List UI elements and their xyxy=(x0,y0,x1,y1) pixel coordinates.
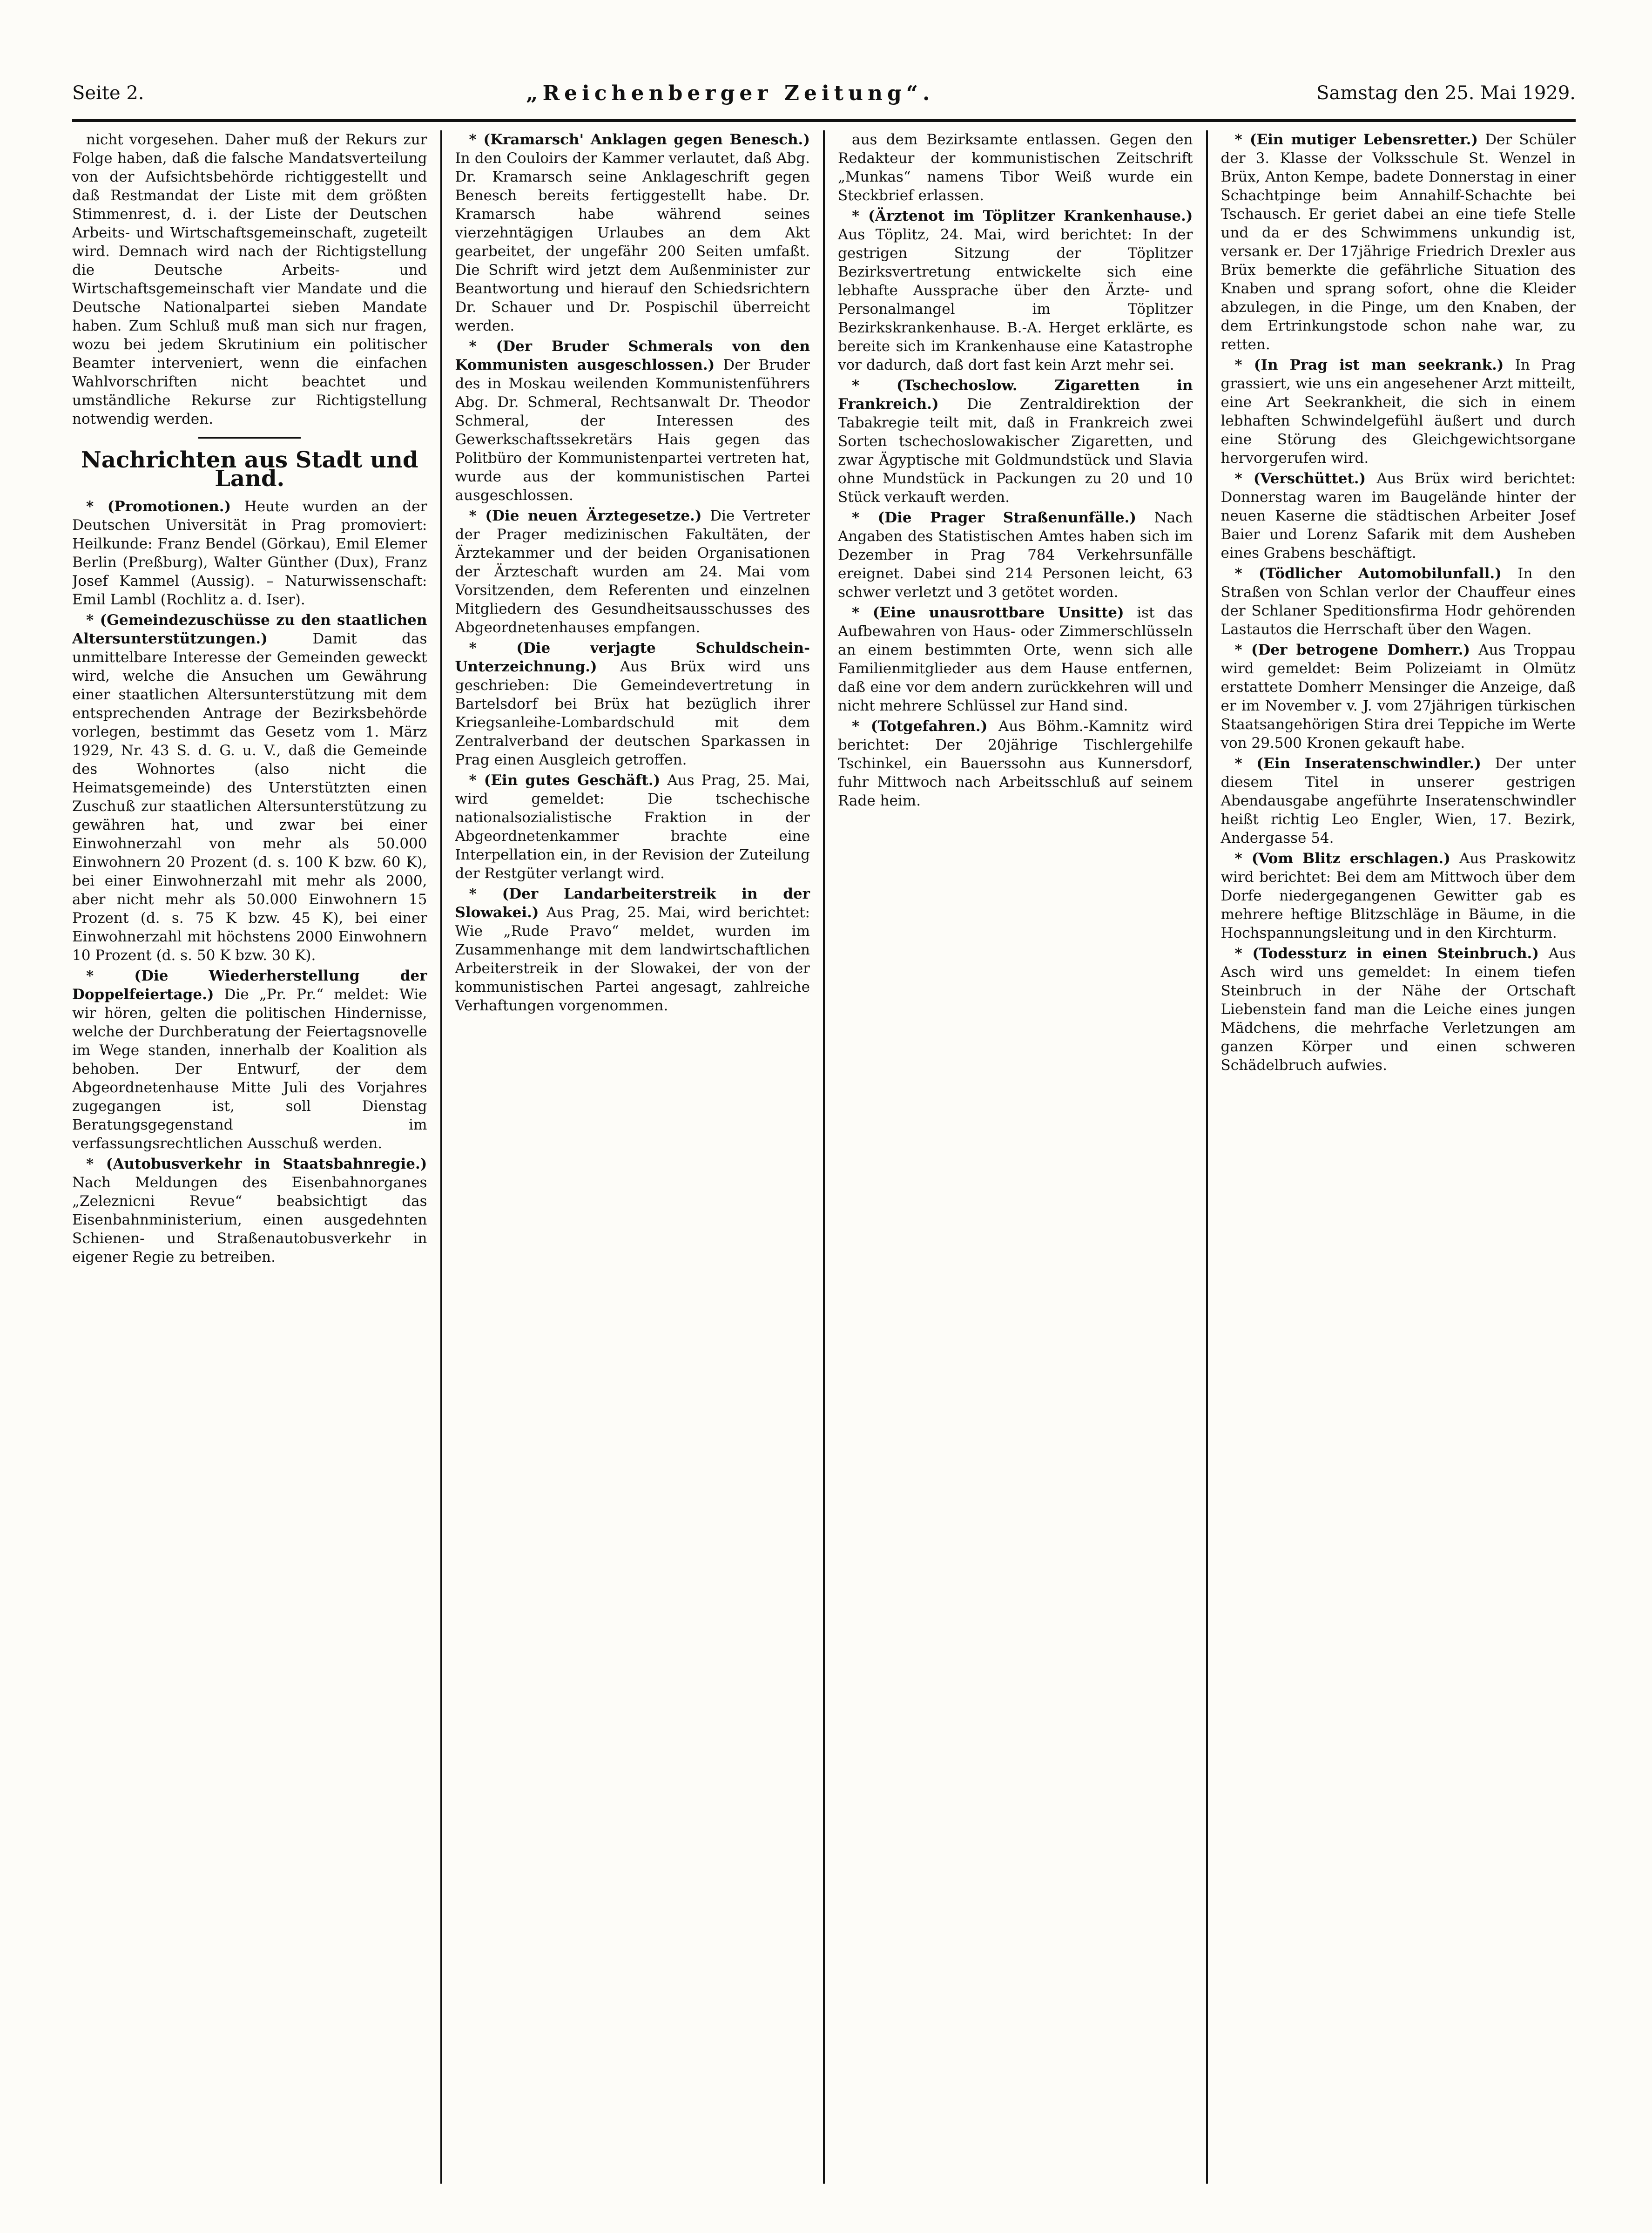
article-headline: (Die verjagte Schuldschein-Unterzeichnung.) xyxy=(455,640,810,675)
article-headline: (Die neuen Ärztegesetze.) xyxy=(485,508,702,524)
article-text: In Prag grassiert, wie uns ein angesehener Arzt mitteilt, eine Art Seekrankheit, die sich in einem lebhaften Schwindelgefühl äußert und durch eine Störung des Gleichgewichtsorgane hervorgerufen wird. xyxy=(1220,357,1576,467)
article-headline: (Der Landarbeiterstreik in der Slowakei.) xyxy=(455,886,810,921)
article-headline: (Verschüttet.) xyxy=(1253,470,1366,487)
article-star: * xyxy=(86,1156,106,1172)
article-paragraph xyxy=(838,130,1193,205)
article-paragraph xyxy=(455,639,810,769)
article-text: Aus Praskowitz wird berichtet: Bei dem am Mittwoch über dem Dorfe niedergegangenen Gewitter gab es mehrere heftige Blitzschläge in Bäume, in die Hochspannungsleitung und in den Kirchturm. xyxy=(1220,850,1576,941)
article-star: * xyxy=(852,377,897,394)
article-star: * xyxy=(469,640,517,656)
article-text: Heute wurden an der Deutschen Universität in Prag promoviert: Heilkunde: Franz Bendel (Görkau), Emil Elemer Berlin (Preßburg), Walter Günther (Dux), Franz Josef Kammel (Aussig). – Naturwissenschaft: Emil Lambl (Rochlitz a. d. Iser). xyxy=(72,498,427,608)
article-star: * xyxy=(1234,131,1250,148)
article-text: Aus Brüx wird uns geschrieben: Die Gemeindevertretung in Bartelsdorf bei Brüx hat bezüglich ihrer Kriegsanleihe-Lombardschuld mit dem Zentralverband der deutschen Sparkassen in Prag einen Ausgleich getroffen. xyxy=(455,658,810,768)
header-rule xyxy=(72,119,1576,122)
article-headline: (Ein gutes Geschäft.) xyxy=(484,772,661,789)
article-headline: (Ein Inseratenschwindler.) xyxy=(1256,755,1481,772)
article-star: * xyxy=(1234,470,1254,487)
article-headline: (Der betrogene Domherr.) xyxy=(1251,642,1470,658)
article-star: * xyxy=(469,886,502,902)
article-star: * xyxy=(469,338,496,355)
article-star: * xyxy=(1234,565,1259,582)
article-headline: (Die Prager Straßenunfälle.) xyxy=(877,509,1137,526)
article-headline: (Tschechoslow. Zigaretten in Frankreich.) xyxy=(838,377,1193,413)
article-star: * xyxy=(1234,850,1252,867)
newspaper-page xyxy=(72,74,1576,2188)
article-star: * xyxy=(469,131,484,148)
article-text: Nach Meldungen des Eisenbahnorganes „Zeleznicni Revue“ beabsichtigt das Eisenbahnministerium, einen ausgedehnten Schienen- und Straßenautobusverkehr in eigener Regie zu betreiben. xyxy=(72,1174,427,1265)
article-star: * xyxy=(469,508,485,524)
masthead xyxy=(72,74,1576,112)
article-paragraph xyxy=(1221,469,1576,562)
article-paragraph xyxy=(455,507,810,637)
article-text: Aus Prag, 25. Mai, wird berichtet: Wie „Rude Pravo“ meldet, wurden im Zusammenhange mit dem landwirtschaftlichen Arbeiterstreik in der Slowakei, der von der kommunistischen Partei angesagt, zahlreiche Verhaftungen vorgenommen. xyxy=(455,904,810,1014)
article-star: * xyxy=(86,612,100,629)
column-4 xyxy=(1206,130,1576,2184)
article-paragraph xyxy=(72,497,427,609)
article-paragraph xyxy=(72,130,427,428)
column-2 xyxy=(440,130,823,2184)
article-paragraph xyxy=(72,1155,427,1266)
article-paragraph xyxy=(455,337,810,505)
article-headline: (Autobusverkehr in Staatsbahnregie.) xyxy=(106,1156,427,1172)
column-1 xyxy=(72,130,440,2184)
article-paragraph xyxy=(1221,130,1576,354)
article-paragraph xyxy=(838,717,1193,810)
article-text: Aus Brüx wird berichtet: Donnerstag waren im Baugelände hinter der neuen Kaserne die städtischen Arbeiter Josef Baier und Lorenz Safarik mit dem Ausheben eines Grabens beschäftigt. xyxy=(1220,470,1576,562)
article-star: * xyxy=(1234,357,1254,373)
article-columns xyxy=(72,130,1576,2184)
article-paragraph xyxy=(838,508,1193,602)
article-star: * xyxy=(1234,755,1257,772)
article-headline: (Tödlicher Automobilunfall.) xyxy=(1259,565,1502,582)
article-headline: (Kramarsch' Anklagen gegen Benesch.) xyxy=(483,131,810,148)
article-paragraph xyxy=(72,967,427,1153)
article-headline: (Die Wiederherstellung der Doppelfeiertage.) xyxy=(72,968,427,1003)
article-text: Aus Prag, 25. Mai, wird gemeldet: Die tschechische nationalsozialistische Fraktion in der Abgeordnetenkammer brachte eine Interpellation ein, in der Revision der Zuteilung der Restgüter verlangt wird. xyxy=(455,772,810,882)
article-paragraph xyxy=(1221,356,1576,467)
article-paragraph xyxy=(838,603,1193,715)
article-text: In den Straßen von Schlan verlor der Chauffeur eines der Schlaner Speditionsfirma Hodr gehörenden Lastautos die Herrschaft über den Wagen. xyxy=(1220,565,1576,638)
article-paragraph xyxy=(838,376,1193,507)
article-text: Der Schüler der 3. Klasse der Volksschule St. Wenzel in Brüx, Anton Kempe, badete Donnerstag in einer Schachtpinge beim Annahilf-Schachte bei Tschausch. Er geriet dabei an eine tiefe Stelle und da er des Schwimmens unkundig ist, versank er. Der 17jährige Friedrich Drexler aus Brüx bemerkte die gefährliche Situation des Knaben und sprang sofort, ohne die Kleider abzulegen, in die Pinge, um den Knaben, der dem Ertrinkungstode schon nahe war, zu retten. xyxy=(1220,131,1576,353)
article-headline: (In Prag ist man seekrank.) xyxy=(1254,357,1504,373)
newspaper-title: „Reichenberger Zeitung“. xyxy=(526,81,935,105)
article-paragraph xyxy=(455,885,810,1015)
article-paragraph xyxy=(838,207,1193,374)
column-3 xyxy=(823,130,1206,2184)
article-star: * xyxy=(1234,945,1253,962)
article-star: * xyxy=(86,498,108,515)
article-text: Die „Pr. Pr.“ meldet: Wie wir hören, gelten die politischen Hindernisse, welche der Durchberatung der Feiertagsnovelle im Wege standen, innerhalb der Koalition als behoben. Der Entwurf, der dem Abgeordnetenhause Mitte Juli des Vorjahres zugegangen ist, soll Dienstag Beratungsgegenstand im verfassungsrechtlichen Ausschuß werden. xyxy=(72,986,427,1152)
article-headline: (Todessturz in einen Steinbruch.) xyxy=(1252,945,1539,962)
article-paragraph xyxy=(72,611,427,965)
article-text: Der Bruder des in Moskau weilenden Kommunistenführers Abg. Dr. Schmeral, Rechtsanwalt Dr. Theodor Schmeral, der Interessen des Gewerkschaftssekretärs Hais gegen das Politbüro der Kommunistenpartei vertreten hat, wurde aus der kommunistischen Partei ausgeschlossen. xyxy=(455,357,810,504)
article-star: * xyxy=(852,208,869,224)
article-text: Aus Böhm.-Kamnitz wird berichtet: Der 20jährige Tischlergehilfe Tschinkel, ein Bauerssohn aus Kunnersdorf, fuhr Mittwoch nach Arbeitsschluß auf seinem Rade heim. xyxy=(838,718,1193,809)
article-star: * xyxy=(852,718,871,735)
article-paragraph xyxy=(1221,641,1576,752)
article-headline: (Vom Blitz erschlagen.) xyxy=(1251,850,1450,867)
article-text: aus dem Bezirksamte entlassen. Gegen den Redakteur der kommunistischen Zeitschrift „Munkas“ namens Tibor Weiß wurde ein Steckbrief erlassen. xyxy=(838,131,1193,204)
section-divider xyxy=(198,437,301,439)
article-text: ist das Aufbewahren von Haus- oder Zimmerschlüsseln an einem bestimmten Orte, wenn sich alle Familienmitglieder aus dem Hause entfernen, daß eine vor dem andern zurückkehren will und nicht mehrere Schlüssel zur Hand sind. xyxy=(838,604,1193,714)
page-number: Seite 2. xyxy=(72,82,144,104)
article-headline: (Ein mutiger Lebensretter.) xyxy=(1249,131,1478,148)
issue-date: Samstag den 25. Mai 1929. xyxy=(1316,82,1576,104)
article-text: In den Couloirs der Kammer verlautet, daß Abg. Dr. Kramarsch seine Anklageschrift gegen Benesch bereits fertiggestellt habe. Dr. Kramarsch habe während seines vierzehntägigen Urlaubes an dem Akt gearbeitet, der ungefähr 200 Seiten umfaßt. Die Schrift wird jetzt dem Außenminister zur Beantwortung und hierauf den Schiedsrichtern Dr. Schauer und Dr. Pospischil überreicht werden. xyxy=(455,150,810,334)
article-star: * xyxy=(86,968,135,984)
article-star: * xyxy=(469,772,484,789)
article-paragraph xyxy=(455,130,810,335)
article-headline: (Eine unausrottbare Unsitte) xyxy=(872,604,1124,621)
section-title: Nachrichten aus Stadt und Land. xyxy=(81,447,418,492)
article-text: nicht vorgesehen. Daher muß der Rekurs zur Folge haben, daß die falsche Mandatsverteilung von der Aufsichtsbehörde richtiggestellt und daß Restmandat der Liste mit dem größten Stimmenrest, d. i. der Liste der Deutschen Arbeits- und Wirtschaftsgemeinschaft, zugeteilt wird. Demnach wird nach der Richtigstellung die Deutsche Arbeits- und Wirtschaftsgemeinschaft vier Mandate und die Deutsche Nationalpartei sieben Mandate haben. Zum Schluß muß man sich nur fragen, wozu bei jedem Skrutinium ein politischer Beamter interveniert, wenn die einfachen Wahlvorschriften nicht beachtet und umständliche Rekurse zur Richtigstellung notwendig werden. xyxy=(72,131,427,427)
article-star: * xyxy=(1234,642,1251,658)
article-paragraph xyxy=(455,771,810,883)
article-paragraph xyxy=(1221,849,1576,942)
article-star: * xyxy=(852,604,873,621)
article-text: Aus Troppau wird gemeldet: Beim Polizeiamt in Olmütz erstattete Domherr Mensinger die Anzeige, daß er im November v. J. vom 27jährigen türkischen Staatsangehörigen Stira drei Teppiche im Werte von 29.500 Kronen gekauft habe. xyxy=(1220,642,1576,751)
article-headline: (Promotionen.) xyxy=(107,498,231,515)
article-headline: (Totgefahren.) xyxy=(870,718,988,735)
article-text: Die Zentraldirektion der Tabakregie teilt mit, daß in Frankreich zwei Sorten tschechoslowakischer Zigaretten, und zwar Ägyptische mit Goldmundstück und Slavia ohne Mundstück in Packungen zu 20 und 10 Stück verkauft werden. xyxy=(838,396,1193,506)
article-star: * xyxy=(852,509,878,526)
article-text: Die Vertreter der Prager medizinischen Fakultäten, der Ärztekammer und der beiden Organisationen der Ärzteschaft wurden am 24. Mai vom Vorsitzenden, dem Referenten und einzelnen Mitgliedern des Gesundheitsausschusses des Abgeordnetenhauses empfangen. xyxy=(455,508,810,636)
article-text: Damit das unmittelbare Interesse der Gemeinden geweckt wird, welche die Ansuchen um Gewährung einer staatlichen Altersunterstützung mit dem entsprechenden Antrage der Bezirksbehörde vorlegen, bestimmt das Gesetz vom 1. März 1929, Nr. 43 S. d. G. u. V., daß die Gemeinde des Wohnortes (also nicht die Heimatsgemeinde) des Unterstützten einen Zuschuß zur staatlichen Altersunterstützung zu gewähren hat, und zwar bei einer Einwohnerzahl von mehr als 50.000 Einwohnern 20 Prozent (d. s. 100 K bzw. 60 K), bei einer Einwohnerzahl mit mehr als 2000, aber nicht mehr als 50.000 Einwohnern 15 Prozent (d. s. 75 K bzw. 45 K), bei einer Einwohnerzahl mit höchstens 2000 Einwohnern 10 Prozent (d. s. 50 K bzw. 30 K). xyxy=(72,630,427,964)
article-text: Aus Töplitz, 24. Mai, wird berichtet: In der gestrigen Sitzung der Töplitzer Bezirksvertretung entwickelte sich eine lebhafte Aussprache über den Ärzte- und Personalmangel im Töplitzer Bezirkskrankenhause. B.-A. Herget erklärte, es bereite sich im Krankenhause eine Katastrophe vor dadurch, daß dort fast kein Arzt mehr sei. xyxy=(838,226,1193,373)
article-text: Nach Angaben des Statistischen Amtes haben sich im Dezember in Prag 784 Verkehrsunfälle ereignet. Dabei sind 214 Personen leicht, 63 schwer verletzt und 3 getötet worden. xyxy=(838,509,1193,601)
article-paragraph xyxy=(1221,754,1576,847)
article-paragraph xyxy=(1221,564,1576,639)
article-headline: (Gemeindezuschüsse zu den staatlichen Altersunterstützungen.) xyxy=(72,612,427,647)
article-paragraph xyxy=(1221,944,1576,1075)
article-text: Aus Asch wird uns gemeldet: In einem tiefen Steinbruch in der Nähe der Ortschaft Liebenstein fand man die Leiche eines jungen Mädchens, die mehrfache Verletzungen am ganzen Körper und einen schweren Schädelbruch aufwies. xyxy=(1220,945,1576,1074)
article-text: Der unter diesem Titel in unserer gestrigen Abendausgabe angeführte Inseratenschwindler heißt richtig Leo Engler, Wien, 17. Bezirk, Andergasse 54. xyxy=(1220,755,1576,846)
article-headline: (Ärztenot im Töplitzer Krankenhause.) xyxy=(868,208,1193,224)
article-headline: (Der Bruder Schmerals von den Kommunisten ausgeschlossen.) xyxy=(455,338,810,373)
